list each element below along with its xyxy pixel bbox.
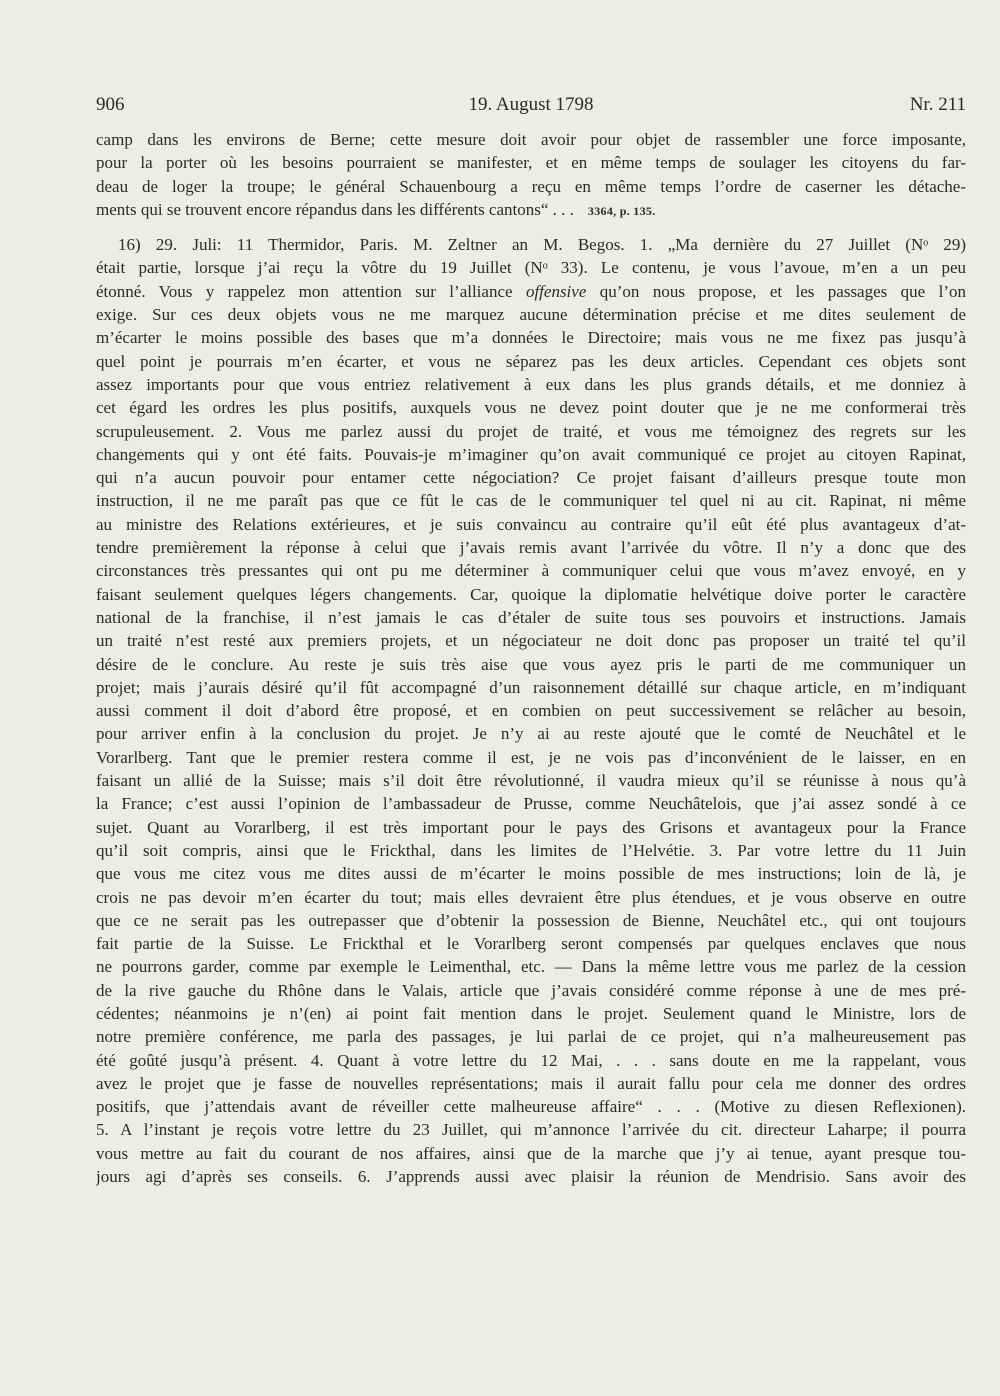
text-line: Vorarlberg. Tant que le premier restera comme il est, je ne vois pas d’inconvénient de le laisser, en en	[96, 747, 966, 767]
text-line: fait partie de la Suisse. Le Frickthal et le Vorarlberg seront compensés par quelques enclaves que nous	[96, 934, 966, 954]
text-line: m’écarter le moins possible des bases que m’a données le Directoire; mais vous ne me fixez pas jusqu’à	[96, 328, 966, 348]
text-line: cet égard les ordres les plus positifs, auxquels vous ne devez point douter que je ne me conformerai très	[96, 398, 966, 418]
body-text	[96, 128, 966, 1188]
text-line: ne pourrons garder, comme par exemple le Leimenthal, etc. — Dans la même lettre vous me parlez de la cession	[96, 957, 966, 977]
text-line: tendre premièrement la réponse à celui que j’avais remis avant l’arrivée du vôtre. Il n’y a donc que des	[96, 538, 966, 558]
text-line: était partie, lorsque j’ai reçu la vôtre du 19 Juillet (Nᵒ 33). Le contenu, je vous l’avoue, m’en a un peu	[96, 258, 966, 278]
text-line	[96, 198, 966, 221]
text-line: qui n’a aucun pouvoir pour entamer cette négociation? Ce projet faisant d’ailleurs presque toute mon	[96, 468, 966, 488]
text-line: faisant seulement quelques légers changements. Car, quoique la diplomatie helvétique doive porter le caractère	[96, 584, 966, 604]
text-line-content: ments qui se trouvent encore répandus dans les différents cantons“ . . .	[96, 199, 574, 219]
text-line: instruction, il ne me paraît pas que ce fût le cas de le communiquer tel quel ni au cit. Rapinat, ni même	[96, 491, 966, 511]
text-line: crois ne pas devoir m’en écarter du tout; mais elles devraient être plus étendues, et je vous observe en outre	[96, 887, 966, 907]
header-date: 19. August 1798	[468, 94, 594, 115]
text-line: national de la franchise, il n’est jamais le cas d’étaler de suite tous ses pouvoirs et instructions. Jamais	[96, 607, 966, 627]
text-line: deau de loger la troupe; le général Schauenbourg a reçu en même temps l’ordre de caserner les détache-	[96, 176, 966, 196]
text-line: pour la porter où les besoins pourraient se manifester, et en même temps de soulager les citoyens du far-	[96, 153, 966, 173]
text-line: jours agi d’après ses conseils. 6. J’apprends aussi avec plaisir la réunion de Mendrisio. Sans avoir des	[96, 1167, 966, 1187]
text-line: 5. A l’instant je reçois votre lettre du 23 Juillet, qui m’annonce l’arrivée du cit. directeur Laharpe; il pourra	[96, 1120, 966, 1140]
paragraph-gap	[96, 221, 966, 233]
page-number: 906	[96, 94, 125, 115]
text-line: que ce ne serait pas les outrepasser que d’obtenir la possession de Bienne, Neuchâtel etc., qui ont toujours	[96, 910, 966, 930]
text-line: la France; c’est aussi l’opinion de l’ambassadeur de Prusse, comme Neuchâtelois, que j’ai assez sondé à ce	[96, 794, 966, 814]
text-line: sujet. Quant au Vorarlberg, il est très important pour le pays des Grisons et avantageux pour la France	[96, 817, 966, 837]
text-line: de la rive gauche du Rhône dans le Valais, article que j’avais considéré comme réponse à une de mes pré-	[96, 980, 966, 1000]
text-line: été goûté jusqu’à présent. 4. Quant à votre lettre du 12 Mai, . . . sans doute en me la rappelant, vous	[96, 1050, 966, 1070]
text-line: cédentes; néanmoins je n’(en) ai point fait mention dans le projet. Seulement quand le Ministre, lors de	[96, 1003, 966, 1023]
text-line: assez importants pour que vous entriez relativement à eux dans les plus grands détails, et me donniez à	[96, 374, 966, 394]
text-line: scrupuleusement. 2. Vous me parlez aussi du projet de traité, et vous me témoignez des regrets sur les	[96, 421, 966, 441]
text-fragment: qu’on nous propose, et les passages que l’on	[586, 281, 966, 301]
text-line: désire de le conclure. Au reste je suis très aise que vous ayez pris le parti de me communiquer un	[96, 654, 966, 674]
running-header	[96, 94, 966, 120]
text-line: qu’il soit compris, ainsi que le Frickthal, dans les limites de l’Helvétie. 3. Par votre lettre du 11 Juin	[96, 840, 966, 860]
text-line: camp dans les environs de Berne; cette mesure doit avoir pour objet de rassembler une force imposante,	[96, 130, 966, 149]
source-reference: 3364, p. 135.	[587, 203, 656, 218]
text-line: que vous me citez vous me dites aussi de m’écarter le moins possible de mes instructions; loin de là, je	[96, 864, 966, 884]
text-line: aussi comment il doit d’abord être proposé, et en combien on peut successivement se relâcher au besoin,	[96, 701, 966, 721]
text-line: au ministre des Relations extérieures, et je suis convaincu au contraire qu’il eût été plus avantageux d’at-	[96, 514, 966, 534]
entry-heading-line: 16) 29. Juli: 11 Thermidor, Paris. M. Zeltner an M. Begos. 1. „Ma dernière du 27 Juillet (Nᵒ 29)	[118, 235, 966, 255]
text-line: quel point je pourrais m’en écarter, et vous ne séparez pas les deux articles. Cependant ces objets sont	[96, 351, 966, 371]
text-line: circonstances très pressantes qui ont pu me déterminer à communiquer celui que vous m’avez envoyé, en y	[96, 561, 966, 581]
text-fragment: étonné. Vous y rappelez mon attention sur l’alliance	[96, 281, 526, 301]
entry-lines	[96, 303, 966, 1188]
italic-word: offensive	[525, 281, 587, 301]
text-line: notre première conférence, me parla des passages, je lui parlai de ce projet, qui n’a malheureusement pas	[96, 1027, 966, 1047]
text-line	[96, 280, 966, 303]
paragraph-continuation	[96, 128, 966, 221]
text-line: positifs, que j’attendais avant de réveiller cette malheureuse affaire“ . . . (Motive zu diesen Reflexionen).	[96, 1097, 966, 1117]
entry-16	[96, 233, 966, 1188]
text-line: un traité n’est resté aux premiers projets, et un négociateur ne doit donc pas proposer un traité tel qu’il	[96, 631, 966, 651]
text-line: avez le projet que je fasse de nouvelles représentations; mais il aurait fallu pour cela me donner des ordres	[96, 1073, 966, 1093]
text-line: projet; mais j’aurais désiré qu’il fût accompagné d’un raisonnement détaillé sur chaque article, en m’indiquant	[96, 677, 966, 697]
text-line: pour arriver enfin à la conclusion du projet. Je n’y ai au reste ajouté que le comté de Neuchâtel et le	[96, 724, 966, 744]
document-number: Nr. 211	[909, 94, 966, 115]
text-line: exige. Sur ces deux objets vous ne me marquez aucune détermination précise et me dites seulement de	[96, 305, 966, 325]
text-line: vous mettre au fait du courant de nos affaires, ainsi que de la marche que j’y ai tenue, ayant presque tou-	[96, 1143, 966, 1163]
text-line: changements qui y ont été faits. Pouvais-je m’imaginer qu’on avait communiqué ce projet au citoyen Rapinat,	[96, 444, 966, 464]
text-line: faisant un allié de la Suisse; mais s’il doit être révolutionné, il vaudra mieux qu’il se réunisse à nous qu’à	[96, 771, 966, 791]
